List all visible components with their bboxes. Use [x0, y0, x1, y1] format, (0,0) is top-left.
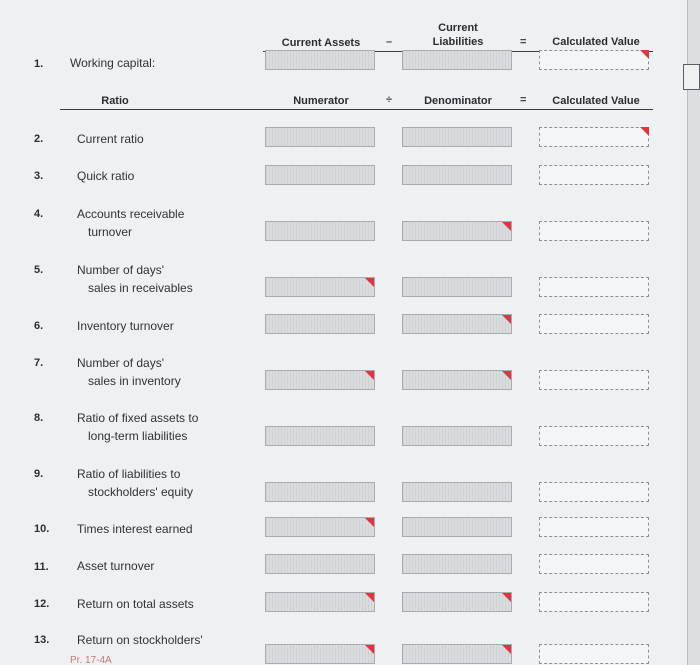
header-current-liabilities-line2: Liabilities: [432, 36, 484, 48]
numerator-input[interactable]: [265, 370, 375, 390]
minus-sign: –: [386, 36, 393, 48]
calculated-value-input[interactable]: [539, 127, 649, 147]
row-number: 8.: [34, 412, 44, 424]
problem-reference: Pr. 17-4A: [70, 655, 112, 665]
row-number: 1.: [34, 58, 44, 70]
header-current-assets: Current Assets: [281, 37, 361, 49]
ratio-label: Quick ratio: [77, 169, 135, 183]
row-number: 9.: [34, 468, 44, 480]
denominator-input[interactable]: [402, 370, 512, 390]
ratio-label-line2: turnover: [88, 225, 133, 239]
calculated-value-input[interactable]: [539, 221, 649, 241]
denominator-input[interactable]: [402, 314, 512, 334]
numerator-input[interactable]: [265, 314, 375, 334]
header-calculated-value: Calculated Value: [552, 36, 640, 48]
denominator-input[interactable]: [402, 517, 512, 537]
numerator-input[interactable]: [265, 165, 375, 185]
calculated-value-input[interactable]: [539, 370, 649, 390]
ratio-label: Ratio of liabilities to: [77, 467, 181, 481]
ratio-label: Number of days': [77, 356, 164, 370]
current-liabilities-input[interactable]: [402, 50, 512, 70]
equals-sign: =: [520, 94, 527, 106]
ratio-label-line2: stockholders' equity: [88, 485, 194, 499]
ratio-label-line2: sales in receivables: [88, 281, 193, 295]
divide-sign: ÷: [386, 94, 393, 106]
row-number: 10.: [34, 523, 50, 535]
numerator-input[interactable]: [265, 277, 375, 297]
working-capital-value-input[interactable]: [539, 50, 649, 70]
denominator-input[interactable]: [402, 426, 512, 446]
ratio-label: Current ratio: [77, 132, 144, 146]
equals-sign: =: [520, 36, 527, 48]
header-denominator: Denominator: [424, 95, 492, 107]
numerator-input[interactable]: [265, 221, 375, 241]
row-number: 12.: [34, 598, 50, 610]
header-ratio: Ratio: [101, 95, 129, 107]
row-number: 7.: [34, 357, 44, 369]
ratio-label: Number of days': [77, 263, 164, 277]
header-calculated-value: Calculated Value: [552, 95, 640, 107]
calculated-value-input[interactable]: [539, 314, 649, 334]
calculated-value-input[interactable]: [539, 517, 649, 537]
header-current-liabilities-line1: Current: [438, 22, 478, 34]
numerator-input[interactable]: [265, 644, 375, 664]
ratio-label: Inventory turnover: [77, 319, 174, 333]
numerator-input[interactable]: [265, 592, 375, 612]
numerator-input[interactable]: [265, 426, 375, 446]
row-number: 3.: [34, 170, 44, 182]
header-numerator: Numerator: [293, 95, 349, 107]
calculated-value-input[interactable]: [539, 482, 649, 502]
ratio-label: Asset turnover: [77, 559, 155, 573]
ratio-label: Times interest earned: [77, 522, 193, 536]
numerator-input[interactable]: [265, 482, 375, 502]
denominator-input[interactable]: [402, 277, 512, 297]
denominator-input[interactable]: [402, 554, 512, 574]
current-assets-input[interactable]: [265, 50, 375, 70]
row-number: 5.: [34, 264, 44, 276]
ratio-label: Return on total assets: [77, 597, 194, 611]
denominator-input[interactable]: [402, 482, 512, 502]
row-number: 11.: [34, 561, 49, 573]
row-number: 13.: [34, 634, 50, 646]
denominator-input[interactable]: [402, 221, 512, 241]
calculated-value-input[interactable]: [539, 426, 649, 446]
denominator-input[interactable]: [402, 127, 512, 147]
calculated-value-input[interactable]: [539, 165, 649, 185]
numerator-input[interactable]: [265, 517, 375, 537]
calculated-value-input[interactable]: [539, 592, 649, 612]
denominator-input[interactable]: [402, 592, 512, 612]
calculated-value-input[interactable]: [539, 554, 649, 574]
ratio-label: Ratio of fixed assets to: [77, 411, 199, 425]
denominator-input[interactable]: [402, 644, 512, 664]
ratio-label-line2: long-term liabilities: [88, 429, 188, 443]
ratio-label: Accounts receivable: [77, 207, 185, 221]
header2-underline: [60, 109, 653, 110]
working-capital-label: Working capital:: [70, 56, 156, 70]
row-number: 4.: [34, 208, 44, 220]
side-tab[interactable]: [683, 64, 700, 90]
row-number: 2.: [34, 133, 44, 145]
denominator-input[interactable]: [402, 165, 512, 185]
calculated-value-input[interactable]: [539, 644, 649, 664]
ratio-label: Return on stockholders': [77, 633, 203, 647]
numerator-input[interactable]: [265, 127, 375, 147]
numerator-input[interactable]: [265, 554, 375, 574]
calculated-value-input[interactable]: [539, 277, 649, 297]
ratio-label-line2: sales in inventory: [88, 374, 181, 388]
row-number: 6.: [34, 320, 44, 332]
